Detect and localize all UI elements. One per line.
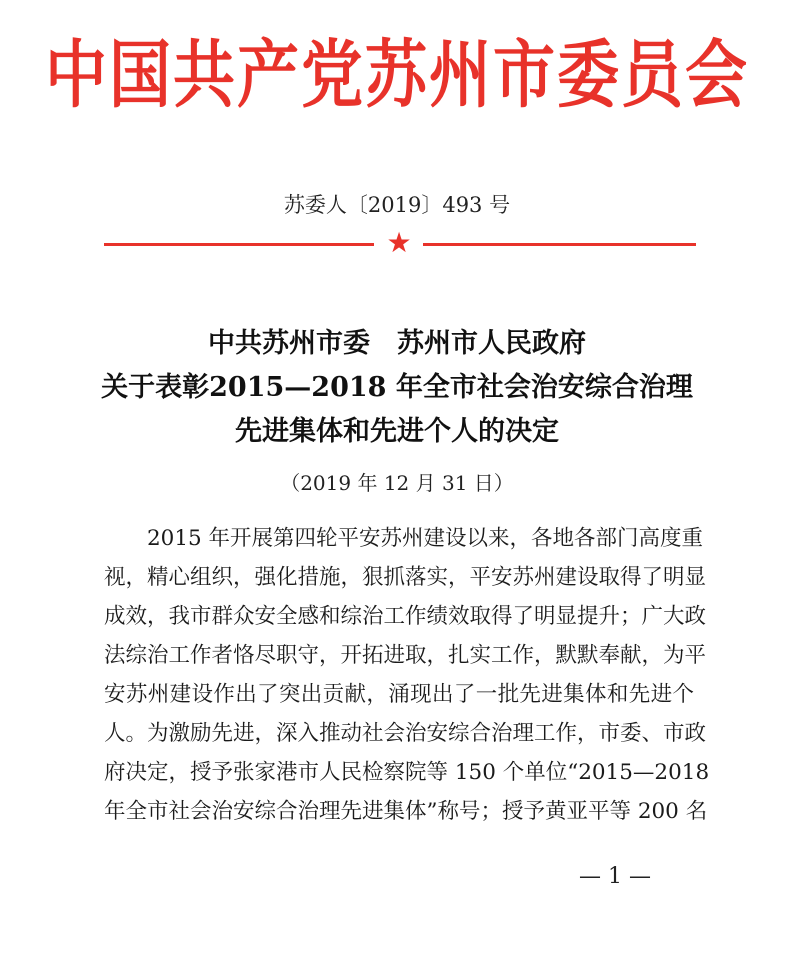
page-number: — 1 —: [579, 864, 651, 889]
body-line: 2015 年开展第四轮平安苏州建设以来，各地各部门高度重: [147, 526, 704, 551]
body-line: 人。为激励先进，深入推动社会治安综合治理工作，市委、市政: [104, 721, 707, 746]
document-title: [0, 322, 794, 454]
star-icon: ★: [386, 226, 412, 259]
body-line: 年全市社会治安综合治理先进集体”称号；授予黄亚平等 200 名: [104, 799, 708, 824]
body-line: 安苏州建设作出了突出贡献，涌现出了一批先进集体和先进个: [104, 682, 694, 707]
body-line: 成效，我市群众安全感和综治工作绩效取得了明显提升；广大政: [104, 604, 707, 629]
masthead-title: 中国共产党苏州市委员会: [44, 31, 749, 118]
red-rule-right: [423, 243, 696, 246]
red-rule-left: [104, 243, 374, 246]
body-line: 法综治工作者恪尽职守，开拓进取，扎实工作，默默奉献，为平: [104, 643, 707, 668]
title-line: 先进集体和先进个人的决定: [235, 416, 559, 447]
title-line: 中共苏州市委 苏州市人民政府: [208, 328, 586, 359]
body-line: 府决定，授予张家港市人民检察院等 150 个单位“2015—2018: [104, 760, 710, 785]
title-line: 关于表彰2015—2018 年全市社会治安综合治理: [101, 372, 693, 403]
body-paragraph: [104, 519, 710, 831]
body-line: 视，精心组织，强化措施，狠抓落实，平安苏州建设取得了明显: [104, 565, 707, 590]
document-number: 苏委人〔2019〕493 号: [283, 193, 511, 217]
document-date: （2019 年 12 月 31 日）: [280, 471, 514, 495]
